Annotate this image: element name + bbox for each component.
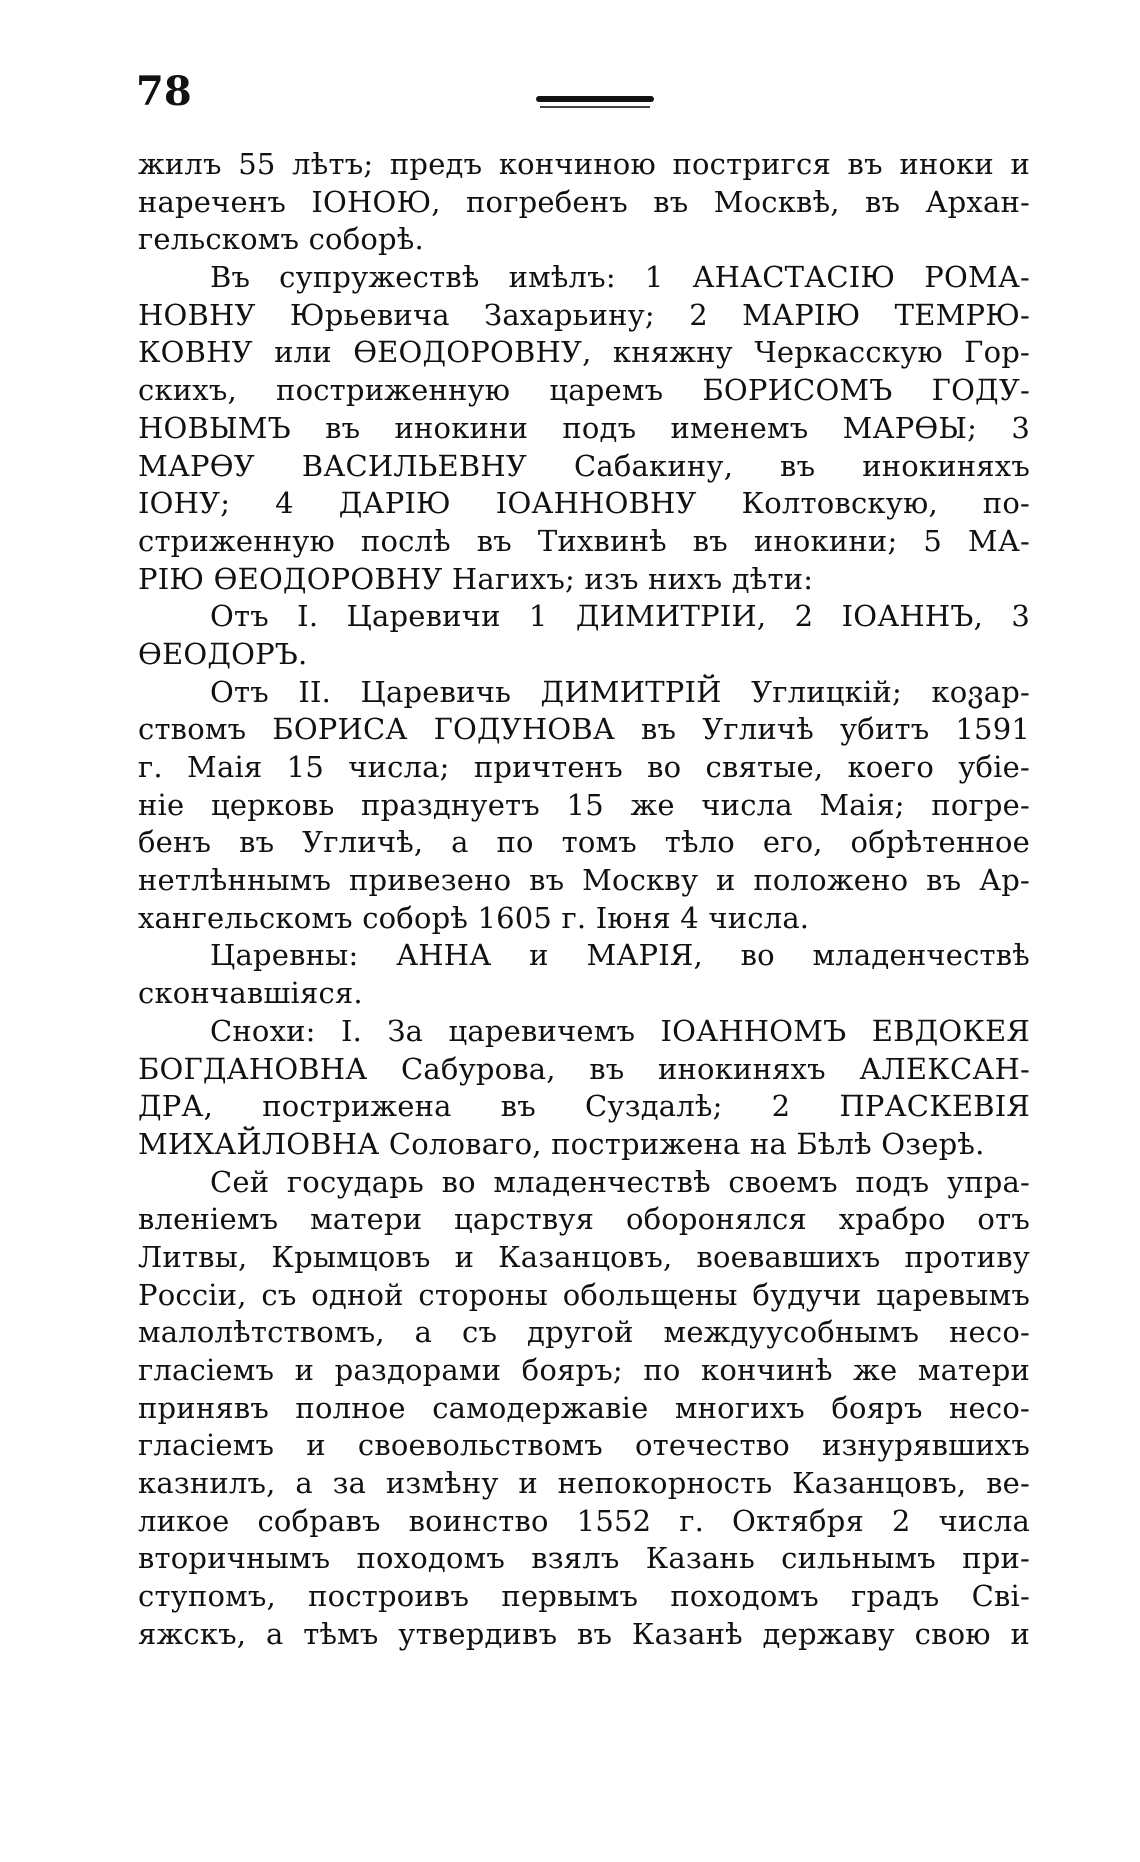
text-line: Снохи: I. За царевичемъ ІОАННОМЪ ЕВДОКЕЯ (210, 1013, 1030, 1048)
text-line: нареченъ ІОНОЮ, погребенъ въ Москвѣ, въ Архан- (138, 184, 1030, 219)
text-line: МАРѲУ ВАСИЛЬЕВНУ Сабакину, въ инокиняхъ (138, 448, 1030, 483)
text-line: хангельскомъ соборѣ 1605 г. Іюня 4 числа. (138, 900, 810, 935)
text-line: ніе церковь празднуетъ 15 же числа Маія; погре- (138, 787, 1030, 822)
text-line: ствомъ БОРИСА ГОДУНОВА въ Угличѣ убитъ 1591 (138, 712, 1030, 747)
text-line: гельскомъ соборѣ. (138, 222, 424, 257)
text-line: вторичнымъ походомъ взялъ Казань сильнымъ при- (138, 1541, 1030, 1576)
text-line: скихъ, постриженную царемъ БОРИСОМЪ ГОДУ- (138, 373, 1030, 408)
text-line: г. Маія 15 числа; причтенъ во святые, коего убіе- (138, 750, 1030, 784)
text-line: малолѣтствомъ, а съ другой междуусобнымъ несо- (138, 1315, 1030, 1350)
text-line: БОГДАНОВНА Сабурова, въ инокиняхъ АЛЕКСАН- (138, 1051, 1030, 1086)
text-line: Сей государь во младенчествѣ своемъ подъ упра- (210, 1164, 1030, 1199)
text-line: казнилъ, а за измѣну и непокорность Казанцовъ, ве- (138, 1466, 1030, 1501)
text-line: стриженную послѣ въ Тихвинѣ въ инокини; 5 МА- (138, 523, 1030, 558)
text-line: Литвы, Крымцовъ и Казанцовъ, воевавшихъ противу (138, 1239, 1030, 1274)
text-line: нетлѣннымъ привезено въ Москву и положено въ Ар- (138, 863, 1030, 898)
header-rule (536, 96, 654, 102)
text-line: Отъ II. Царевичь ДИМИТРІЙ Углицкій; коვар- (210, 674, 1030, 709)
text-line: РІЮ ѲЕОДОРОВНУ Нагихъ; изъ нихъ дѣти: (138, 561, 814, 596)
text-line: МИХАЙЛОВНА Соловаго, пострижена на Бѣлѣ Озерѣ. (138, 1126, 985, 1161)
text-line: Россіи, съ одной стороны обольщены будучи царевымъ (138, 1277, 1030, 1312)
text-line: жилъ 55 лѣтъ; предъ кончиною постригся въ иноки и (138, 147, 1030, 181)
page-number: 78 (136, 68, 192, 115)
text-line: КОВНУ или ѲЕОДОРОВНУ, княжну Черкасскую Гор- (138, 335, 1030, 370)
text-line: яжскъ, а тѣмъ утвердивъ въ Казанѣ державу свою и (138, 1616, 1030, 1651)
text-line: ІОНУ; 4 ДАРІЮ ІОАННОВНУ Колтовскую, по- (138, 486, 1030, 521)
text-line: Въ супружествѣ имѣлъ: 1 АНАСТАСІЮ РОМА- (210, 260, 1030, 295)
header-rule-underline (540, 106, 650, 108)
text-line: принявъ полное самодержавіе многихъ бояръ несо- (138, 1390, 1030, 1425)
body-text (138, 146, 1030, 1654)
text-line: Царевны: АННА и МАРІЯ, во младенчествѣ (210, 938, 1030, 973)
text-line: гласіемъ и своевольствомъ отечество изнурявшихъ (138, 1428, 1030, 1463)
text-line: ѲЕОДОРЪ. (138, 636, 308, 671)
text-line: ДРА, пострижена въ Суздалѣ; 2 ПРАСКЕВІЯ (138, 1089, 1030, 1124)
text-line: НОВНУ Юрьевича Захарьину; 2 МАРІЮ ТЕМРЮ- (138, 297, 1030, 332)
text-line: Отъ I. Царевичи 1 ДИМИТРІИ, 2 ІОАННЪ, 3 (210, 599, 1030, 634)
text-line: ступомъ, построивъ первымъ походомъ градъ Сві- (138, 1579, 1030, 1614)
text-line: скончавшіяся. (138, 976, 363, 1011)
text-line: вленіемъ матери царствуя оборонялся храбро отъ (138, 1202, 1030, 1237)
text-line: бенъ въ Угличѣ, а по томъ тѣло его, обрѣтенное (138, 825, 1030, 860)
text-line: НОВЫМЪ въ инокини подъ именемъ МАРѲЫ; 3 (138, 410, 1030, 445)
text-line: гласіемъ и раздорами бояръ; по кончинѣ же матери (138, 1353, 1030, 1387)
text-line: ликое собравъ воинство 1552 г. Октября 2 числа (138, 1503, 1030, 1538)
